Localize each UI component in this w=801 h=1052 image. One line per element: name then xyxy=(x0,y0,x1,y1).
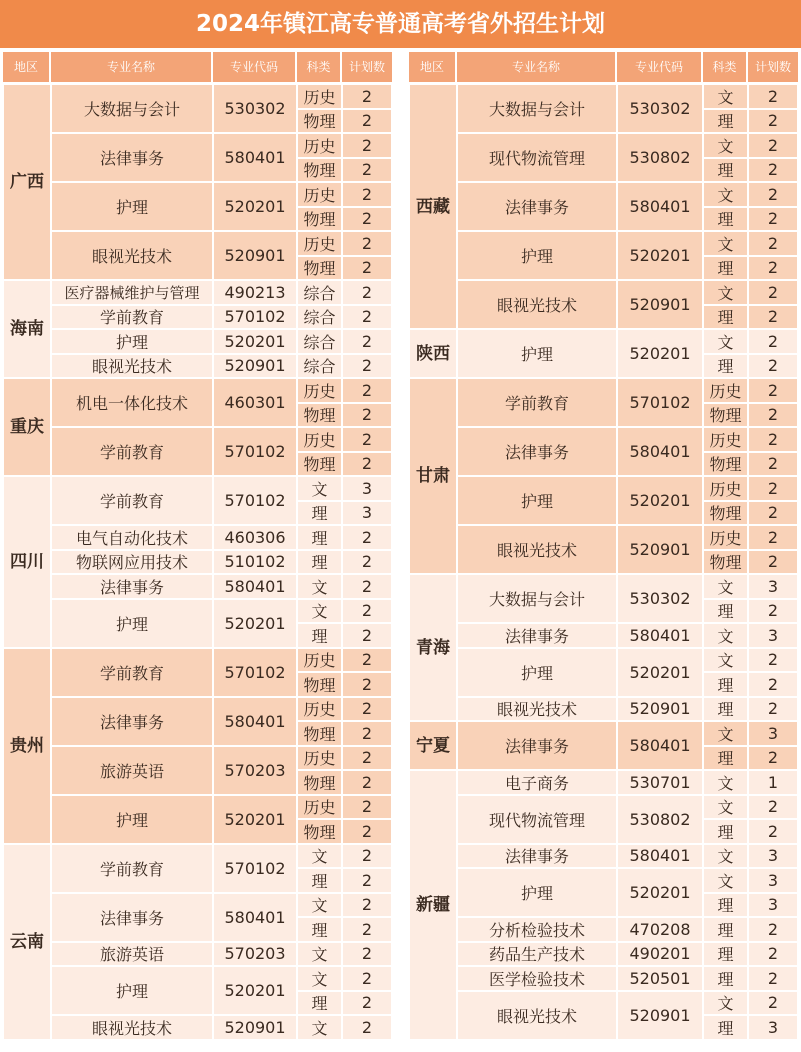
category-cell: 物理 xyxy=(703,452,748,477)
region-cell: 重庆 xyxy=(3,378,51,476)
major-name-cell: 电气自动化技术 xyxy=(51,525,213,550)
category-cell: 理 xyxy=(703,697,748,722)
major-name-cell: 眼视光技术 xyxy=(457,697,617,722)
major-code-cell: 530302 xyxy=(213,84,297,133)
region-cell: 陕西 xyxy=(409,329,457,378)
category-cell: 历史 xyxy=(297,427,342,452)
plan-count-cell: 2 xyxy=(748,305,798,330)
major-code-cell: 570102 xyxy=(213,427,297,476)
plan-count-cell: 2 xyxy=(342,158,392,183)
category-cell: 物理 xyxy=(297,819,342,844)
region-cell: 甘肃 xyxy=(409,378,457,574)
plan-count-cell: 2 xyxy=(748,133,798,158)
major-name-cell: 医学检验技术 xyxy=(457,966,617,991)
plan-count-cell: 2 xyxy=(342,354,392,379)
plan-count-cell: 2 xyxy=(748,917,798,942)
major-code-cell: 520201 xyxy=(617,329,703,378)
category-cell: 理 xyxy=(297,868,342,893)
major-name-cell: 护理 xyxy=(457,476,617,525)
plan-count-cell: 2 xyxy=(748,746,798,771)
category-cell: 物理 xyxy=(297,452,342,477)
category-cell: 历史 xyxy=(297,648,342,673)
plan-count-cell: 2 xyxy=(748,501,798,526)
category-cell: 理 xyxy=(297,550,342,575)
major-code-cell: 520901 xyxy=(617,280,703,329)
header-category: 科类 xyxy=(297,52,342,82)
major-code-cell: 460306 xyxy=(213,525,297,550)
plan-count-cell: 2 xyxy=(342,256,392,281)
major-code-cell: 520201 xyxy=(213,795,297,844)
major-name-cell: 药品生产技术 xyxy=(457,942,617,967)
header-code: 专业代码 xyxy=(617,52,703,82)
category-cell: 理 xyxy=(703,305,748,330)
category-cell: 文 xyxy=(703,721,748,746)
major-code-cell: 580401 xyxy=(617,623,703,648)
plan-count-cell: 2 xyxy=(342,648,392,673)
header-region: 地区 xyxy=(3,52,51,82)
plan-count-cell: 2 xyxy=(342,133,392,158)
region-cell: 广西 xyxy=(3,84,51,280)
category-cell: 理 xyxy=(297,917,342,942)
plan-count-cell: 2 xyxy=(342,795,392,820)
plan-count-cell: 2 xyxy=(748,550,798,575)
header-region: 地区 xyxy=(409,52,457,82)
category-cell: 理 xyxy=(703,1015,748,1040)
major-code-cell: 520501 xyxy=(617,966,703,991)
category-cell: 物理 xyxy=(297,256,342,281)
major-name-cell: 现代物流管理 xyxy=(457,795,617,844)
category-cell: 文 xyxy=(703,795,748,820)
category-cell: 文 xyxy=(703,844,748,869)
major-code-cell: 580401 xyxy=(213,133,297,182)
category-cell: 理 xyxy=(297,991,342,1016)
major-name-cell: 学前教育 xyxy=(51,427,213,476)
category-cell: 文 xyxy=(703,329,748,354)
plan-count-cell: 2 xyxy=(748,966,798,991)
category-cell: 文 xyxy=(297,476,342,501)
major-code-cell: 580401 xyxy=(617,182,703,231)
region-cell: 贵州 xyxy=(3,648,51,844)
major-name-cell: 法律事务 xyxy=(457,182,617,231)
plan-count-cell: 2 xyxy=(748,795,798,820)
category-cell: 历史 xyxy=(297,795,342,820)
major-name-cell: 法律事务 xyxy=(457,623,617,648)
plan-count-cell: 3 xyxy=(748,844,798,869)
major-name-cell: 现代物流管理 xyxy=(457,133,617,182)
major-code-cell: 530802 xyxy=(617,795,703,844)
plan-count-cell: 2 xyxy=(748,991,798,1016)
plan-count-cell: 2 xyxy=(342,403,392,428)
major-code-cell: 580401 xyxy=(213,574,297,599)
plan-count-cell: 2 xyxy=(748,476,798,501)
major-name-cell: 学前教育 xyxy=(51,844,213,893)
major-name-cell: 护理 xyxy=(51,795,213,844)
table-header xyxy=(3,52,392,82)
category-cell: 理 xyxy=(703,893,748,918)
plan-count-cell: 2 xyxy=(342,305,392,330)
plan-count-cell: 2 xyxy=(748,427,798,452)
plan-count-cell: 2 xyxy=(748,182,798,207)
region-cell: 新疆 xyxy=(409,770,457,1040)
plan-count-cell: 2 xyxy=(748,599,798,624)
category-cell: 历史 xyxy=(703,476,748,501)
major-name-cell: 法律事务 xyxy=(457,844,617,869)
major-name-cell: 大数据与会计 xyxy=(457,574,617,623)
major-name-cell: 护理 xyxy=(51,329,213,354)
category-cell: 物理 xyxy=(297,721,342,746)
major-name-cell: 法律事务 xyxy=(51,893,213,942)
category-cell: 文 xyxy=(703,991,748,1016)
major-code-cell: 520201 xyxy=(213,329,297,354)
category-cell: 历史 xyxy=(297,746,342,771)
major-code-cell: 520901 xyxy=(617,991,703,1040)
major-name-cell: 旅游英语 xyxy=(51,942,213,967)
major-code-cell: 490213 xyxy=(213,280,297,305)
major-code-cell: 490201 xyxy=(617,942,703,967)
major-code-cell: 570102 xyxy=(213,648,297,697)
plan-count-cell: 2 xyxy=(342,1015,392,1040)
plan-count-cell: 2 xyxy=(748,378,798,403)
category-cell: 物理 xyxy=(297,770,342,795)
category-cell: 历史 xyxy=(297,231,342,256)
major-code-cell: 520201 xyxy=(617,868,703,917)
major-name-cell: 护理 xyxy=(51,966,213,1015)
plan-count-cell: 2 xyxy=(748,672,798,697)
category-cell: 理 xyxy=(703,819,748,844)
plan-count-cell: 3 xyxy=(342,476,392,501)
category-cell: 物理 xyxy=(703,550,748,575)
plan-count-cell: 2 xyxy=(748,231,798,256)
plan-count-cell: 2 xyxy=(342,329,392,354)
major-code-cell: 460301 xyxy=(213,378,297,427)
category-cell: 文 xyxy=(703,133,748,158)
category-cell: 历史 xyxy=(297,84,342,109)
header-major: 专业名称 xyxy=(457,52,617,82)
plan-count-cell: 2 xyxy=(342,599,392,624)
plan-count-cell: 2 xyxy=(748,207,798,232)
major-name-cell: 护理 xyxy=(457,231,617,280)
category-cell: 理 xyxy=(703,158,748,183)
category-cell: 物理 xyxy=(703,403,748,428)
plan-count-cell: 2 xyxy=(342,378,392,403)
category-cell: 物理 xyxy=(297,403,342,428)
major-code-cell: 580401 xyxy=(617,721,703,770)
major-code-cell: 470208 xyxy=(617,917,703,942)
region-cell: 海南 xyxy=(3,280,51,378)
category-cell: 文 xyxy=(703,84,748,109)
major-code-cell: 520201 xyxy=(213,966,297,1015)
plan-count-cell: 2 xyxy=(748,329,798,354)
plan-count-cell: 2 xyxy=(342,966,392,991)
major-code-cell: 520201 xyxy=(617,648,703,697)
plan-count-cell: 2 xyxy=(748,354,798,379)
header-code: 专业代码 xyxy=(213,52,297,82)
plan-count-cell: 2 xyxy=(342,427,392,452)
major-name-cell: 眼视光技术 xyxy=(457,991,617,1040)
major-name-cell: 大数据与会计 xyxy=(51,84,213,133)
plan-count-cell: 2 xyxy=(748,452,798,477)
major-name-cell: 法律事务 xyxy=(457,721,617,770)
category-cell: 物理 xyxy=(297,207,342,232)
major-name-cell: 旅游英语 xyxy=(51,746,213,795)
region-cell: 青海 xyxy=(409,574,457,721)
plan-count-cell: 2 xyxy=(342,525,392,550)
major-name-cell: 护理 xyxy=(51,182,213,231)
category-cell: 理 xyxy=(703,256,748,281)
plan-count-cell: 1 xyxy=(748,770,798,795)
major-code-cell: 570102 xyxy=(213,305,297,330)
region-cell: 云南 xyxy=(3,844,51,1040)
region-cell: 宁夏 xyxy=(409,721,457,770)
category-cell: 文 xyxy=(297,893,342,918)
category-cell: 理 xyxy=(703,207,748,232)
page-title: 2024年镇江高专普通高考省外招生计划 xyxy=(0,0,801,48)
plan-count-cell: 2 xyxy=(342,574,392,599)
category-cell: 综合 xyxy=(297,280,342,305)
plan-count-cell: 2 xyxy=(748,280,798,305)
header-category: 科类 xyxy=(703,52,748,82)
plan-count-cell: 2 xyxy=(748,84,798,109)
category-cell: 理 xyxy=(703,354,748,379)
major-name-cell: 法律事务 xyxy=(457,427,617,476)
category-cell: 历史 xyxy=(703,427,748,452)
category-cell: 文 xyxy=(297,942,342,967)
category-cell: 理 xyxy=(703,109,748,134)
header-major: 专业名称 xyxy=(51,52,213,82)
category-cell: 文 xyxy=(703,280,748,305)
category-cell: 理 xyxy=(703,599,748,624)
plan-count-cell: 2 xyxy=(748,819,798,844)
major-name-cell: 眼视光技术 xyxy=(51,1015,213,1040)
major-code-cell: 520201 xyxy=(213,182,297,231)
plan-count-cell: 2 xyxy=(342,721,392,746)
plan-count-cell: 2 xyxy=(342,697,392,722)
major-name-cell: 眼视光技术 xyxy=(457,525,617,574)
major-name-cell: 护理 xyxy=(457,868,617,917)
category-cell: 理 xyxy=(703,942,748,967)
major-code-cell: 570102 xyxy=(617,378,703,427)
category-cell: 物理 xyxy=(297,672,342,697)
category-cell: 历史 xyxy=(297,182,342,207)
major-name-cell: 医疗器械维护与管理 xyxy=(51,280,213,305)
major-name-cell: 学前教育 xyxy=(457,378,617,427)
major-code-cell: 520901 xyxy=(213,231,297,280)
category-cell: 历史 xyxy=(297,697,342,722)
category-cell: 物理 xyxy=(297,158,342,183)
major-code-cell: 520901 xyxy=(213,354,297,379)
category-cell: 综合 xyxy=(297,329,342,354)
plan-count-cell: 2 xyxy=(342,231,392,256)
category-cell: 文 xyxy=(703,648,748,673)
category-cell: 历史 xyxy=(703,378,748,403)
major-code-cell: 530302 xyxy=(617,84,703,133)
major-code-cell: 510102 xyxy=(213,550,297,575)
major-code-cell: 520201 xyxy=(617,231,703,280)
major-name-cell: 学前教育 xyxy=(51,476,213,525)
major-name-cell: 分析检验技术 xyxy=(457,917,617,942)
plan-count-cell: 2 xyxy=(342,893,392,918)
category-cell: 文 xyxy=(297,844,342,869)
plan-count-cell: 2 xyxy=(342,868,392,893)
category-cell: 理 xyxy=(297,525,342,550)
plan-count-cell: 2 xyxy=(748,697,798,722)
major-code-cell: 520901 xyxy=(617,697,703,722)
major-code-cell: 580401 xyxy=(617,427,703,476)
header-plan: 计划数 xyxy=(748,52,798,82)
plan-count-cell: 2 xyxy=(342,942,392,967)
major-name-cell: 眼视光技术 xyxy=(51,354,213,379)
major-code-cell: 580401 xyxy=(213,697,297,746)
major-name-cell: 学前教育 xyxy=(51,648,213,697)
major-code-cell: 520201 xyxy=(617,476,703,525)
major-name-cell: 法律事务 xyxy=(51,574,213,599)
plan-count-cell: 2 xyxy=(342,770,392,795)
major-code-cell: 520201 xyxy=(213,599,297,648)
major-name-cell: 眼视光技术 xyxy=(51,231,213,280)
major-name-cell: 眼视光技术 xyxy=(457,280,617,329)
plan-count-cell: 2 xyxy=(342,623,392,648)
major-code-cell: 520901 xyxy=(617,525,703,574)
major-name-cell: 法律事务 xyxy=(51,697,213,746)
major-code-cell: 530802 xyxy=(617,133,703,182)
category-cell: 文 xyxy=(297,1015,342,1040)
plan-count-cell: 3 xyxy=(748,574,798,599)
plan-count-cell: 2 xyxy=(748,403,798,428)
category-cell: 文 xyxy=(703,182,748,207)
major-code-cell: 580401 xyxy=(617,844,703,869)
region-cell: 西藏 xyxy=(409,84,457,329)
category-cell: 文 xyxy=(703,623,748,648)
category-cell: 理 xyxy=(703,672,748,697)
major-code-cell: 530302 xyxy=(617,574,703,623)
category-cell: 文 xyxy=(703,574,748,599)
plan-count-cell: 2 xyxy=(342,819,392,844)
major-name-cell: 大数据与会计 xyxy=(457,84,617,133)
major-name-cell: 机电一体化技术 xyxy=(51,378,213,427)
category-cell: 综合 xyxy=(297,305,342,330)
category-cell: 综合 xyxy=(297,354,342,379)
category-cell: 理 xyxy=(297,623,342,648)
plan-count-cell: 3 xyxy=(748,1015,798,1040)
major-name-cell: 护理 xyxy=(457,648,617,697)
category-cell: 理 xyxy=(297,501,342,526)
category-cell: 物理 xyxy=(703,501,748,526)
plan-count-cell: 2 xyxy=(748,648,798,673)
plan-count-cell: 2 xyxy=(342,746,392,771)
plan-count-cell: 2 xyxy=(748,158,798,183)
category-cell: 文 xyxy=(297,599,342,624)
plan-count-cell: 3 xyxy=(342,501,392,526)
major-name-cell: 物联网应用技术 xyxy=(51,550,213,575)
plan-count-cell: 2 xyxy=(748,525,798,550)
category-cell: 理 xyxy=(703,746,748,771)
major-name-cell: 电子商务 xyxy=(457,770,617,795)
major-code-cell: 570203 xyxy=(213,942,297,967)
table-header xyxy=(409,52,798,82)
plan-count-cell: 2 xyxy=(748,942,798,967)
major-name-cell: 护理 xyxy=(457,329,617,378)
category-cell: 历史 xyxy=(297,378,342,403)
category-cell: 历史 xyxy=(297,133,342,158)
plan-count-cell: 3 xyxy=(748,868,798,893)
plan-count-cell: 2 xyxy=(342,280,392,305)
major-code-cell: 530701 xyxy=(617,770,703,795)
category-cell: 历史 xyxy=(703,525,748,550)
major-code-cell: 570102 xyxy=(213,844,297,893)
category-cell: 文 xyxy=(703,868,748,893)
category-cell: 物理 xyxy=(297,109,342,134)
plan-count-cell: 2 xyxy=(342,844,392,869)
plan-count-cell: 2 xyxy=(342,109,392,134)
category-cell: 文 xyxy=(703,231,748,256)
category-cell: 理 xyxy=(703,966,748,991)
category-cell: 理 xyxy=(703,917,748,942)
region-cell: 四川 xyxy=(3,476,51,648)
plan-count-cell: 2 xyxy=(342,917,392,942)
major-code-cell: 570102 xyxy=(213,476,297,525)
plan-count-cell: 3 xyxy=(748,623,798,648)
plan-count-cell: 2 xyxy=(748,109,798,134)
header-plan: 计划数 xyxy=(342,52,392,82)
plan-count-cell: 2 xyxy=(342,182,392,207)
plan-count-cell: 3 xyxy=(748,721,798,746)
major-code-cell: 520901 xyxy=(213,1015,297,1040)
plan-count-cell: 2 xyxy=(342,550,392,575)
major-name-cell: 护理 xyxy=(51,599,213,648)
category-cell: 文 xyxy=(297,574,342,599)
major-code-cell: 580401 xyxy=(213,893,297,942)
plan-count-cell: 2 xyxy=(342,452,392,477)
plan-count-cell: 2 xyxy=(342,991,392,1016)
plan-count-cell: 2 xyxy=(748,256,798,281)
category-cell: 文 xyxy=(703,770,748,795)
plan-count-cell: 2 xyxy=(342,207,392,232)
plan-count-cell: 2 xyxy=(342,84,392,109)
plan-count-cell: 3 xyxy=(748,893,798,918)
major-code-cell: 570203 xyxy=(213,746,297,795)
plan-count-cell: 2 xyxy=(342,672,392,697)
major-name-cell: 法律事务 xyxy=(51,133,213,182)
major-name-cell: 学前教育 xyxy=(51,305,213,330)
category-cell: 文 xyxy=(297,966,342,991)
